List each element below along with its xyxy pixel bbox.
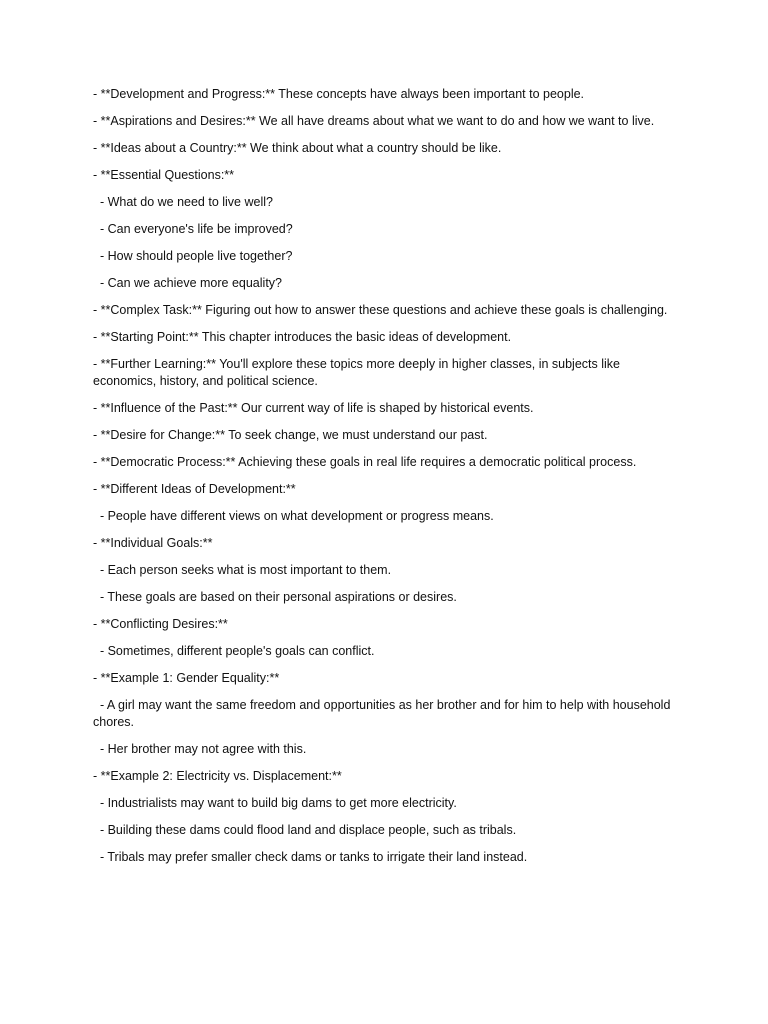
text-line: - Sometimes, different people's goals can conflict.: [93, 644, 375, 658]
text-line: - These goals are based on their personal aspirations or desires.: [93, 590, 457, 604]
text-line: - Can we achieve more equality?: [93, 276, 282, 290]
text-line: - **Ideas about a Country:** We think about what a country should be like.: [93, 141, 502, 155]
text-line: - What do we need to live well?: [93, 195, 273, 209]
text-line: - **Further Learning:** You'll explore these topics more deeply in higher classes, in subjects like economics, history, and political science.: [93, 357, 624, 388]
text-line: - Can everyone's life be improved?: [93, 222, 293, 236]
text-line: - Tribals may prefer smaller check dams or tanks to irrigate their land instead.: [93, 850, 528, 864]
text-line: - **Example 2: Electricity vs. Displacement:**: [93, 769, 342, 783]
text-line: - **Desire for Change:** To seek change, we must understand our past.: [93, 428, 488, 442]
text-line: - People have different views on what development or progress means.: [93, 509, 494, 523]
text-line: - **Essential Questions:**: [93, 168, 235, 182]
document-body: [93, 86, 673, 876]
text-line: - **Individual Goals:**: [93, 536, 213, 550]
text-line: - **Starting Point:** This chapter introduces the basic ideas of development.: [93, 330, 512, 344]
text-line: - Her brother may not agree with this.: [93, 742, 307, 756]
text-line: - **Democratic Process:** Achieving these goals in real life requires a democratic political process.: [93, 455, 637, 469]
text-line: - Each person seeks what is most important to them.: [93, 563, 392, 577]
text-line: - Industrialists may want to build big dams to get more electricity.: [93, 796, 457, 810]
text-line: - Building these dams could flood land and displace people, such as tribals.: [93, 823, 517, 837]
text-line: - A girl may want the same freedom and opportunities as her brother and for him to help with household chores.: [93, 698, 674, 729]
text-line: - **Aspirations and Desires:** We all have dreams about what we want to do and how we want to live.: [93, 114, 655, 128]
text-line: - **Different Ideas of Development:**: [93, 482, 296, 496]
text-line: - **Conflicting Desires:**: [93, 617, 228, 631]
text-line: - **Development and Progress:** These concepts have always been important to people.: [93, 87, 585, 101]
text-line: - **Complex Task:** Figuring out how to answer these questions and achieve these goals is challenging.: [93, 303, 668, 317]
text-line: - **Influence of the Past:** Our current way of life is shaped by historical events.: [93, 401, 534, 415]
text-line: - How should people live together?: [93, 249, 293, 263]
text-line: - **Example 1: Gender Equality:**: [93, 671, 280, 685]
